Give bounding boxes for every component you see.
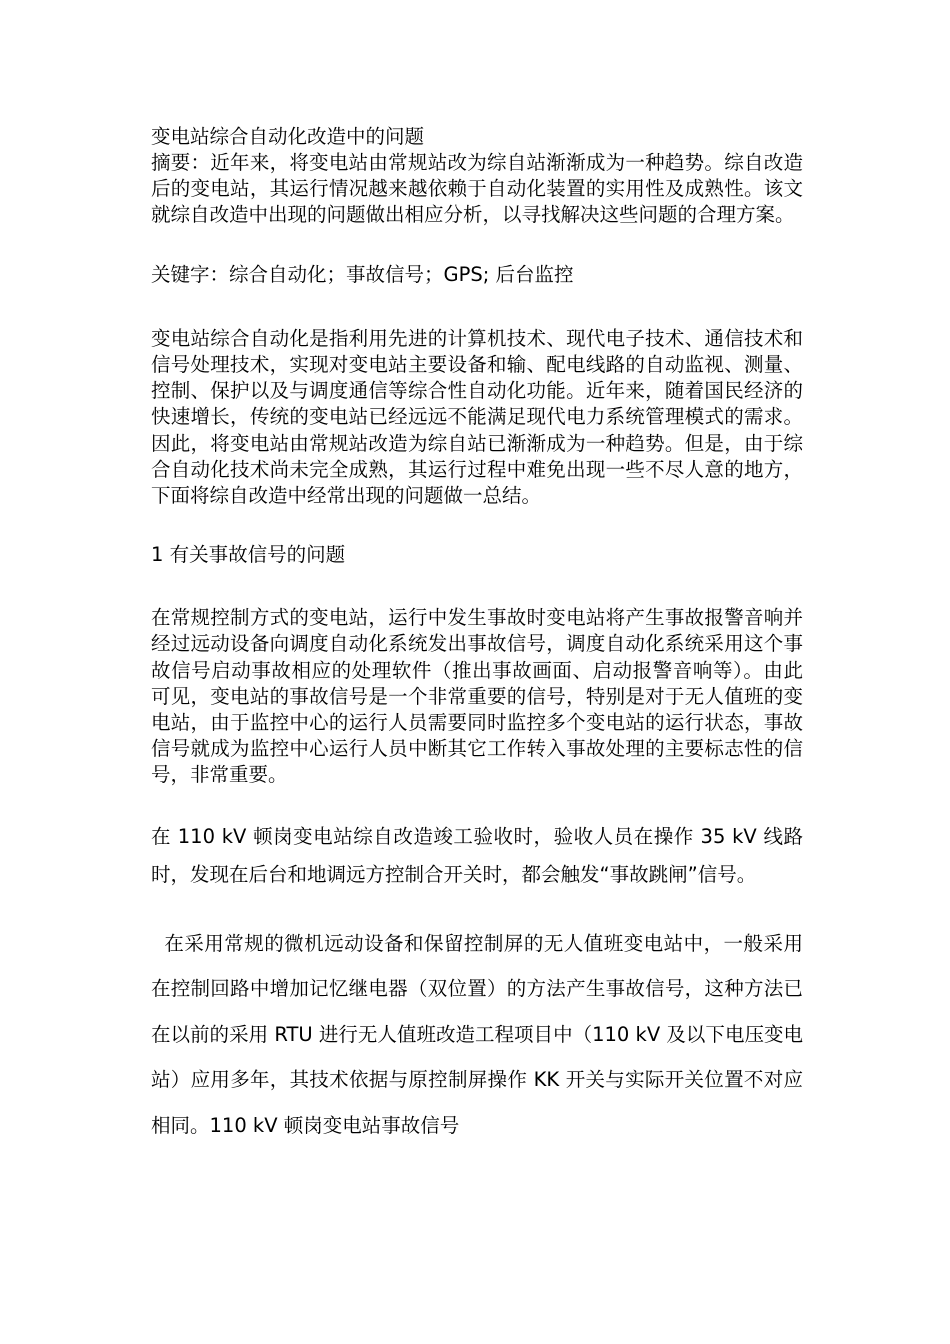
section-heading: 1 有关事故信号的问题 xyxy=(151,543,346,567)
section-paragraph-2: 在 110 kV 顿岗变电站综自改造竣工验收时，验收人员在操作 35 kV 线路时，发现在后台和地调远方控制合开关时，都会触发“事故跳闸”信号。 xyxy=(151,824,803,886)
section-paragraph-1: 在常规控制方式的变电站，运行中发生事故时变电站将产生事故报警音响并经过远动设备向调度自动化系统发出事故信号，调度自动化系统采用这个事故信号启动事故相应的处理软件（推出事故画面、启动报警音响等）。由此可见，变电站的事故信号是一个非常重要的信号，特别是对于无人值班的变电站，由于监控中心的运行人员需要同时监控多个变电站的运行状态，事故信号就成为监控中心运行人员中断其它工作转入事故处理的主要标志性的信号，非常重要。 xyxy=(151,606,803,787)
document-title: 变电站综合自动化改造中的问题 xyxy=(151,125,425,148)
section-paragraph-3: 在采用常规的微机远动设备和保留控制屏的无人值班变电站中，一般采用在控制回路中增加记忆继电器（双位置）的方法产生事故信号，这种方法已在以前的采用 RTU 进行无人值班改造工程项目中（110 kV 及以下电压变电站）应用多年，其技术依据与原控制屏操作 KK 开关与实际开关位置不对应相同。110 kV 顿岗变电站事故信号 xyxy=(151,931,803,1137)
abstract-paragraph: 摘要：近年来，将变电站由常规站改为综自站渐渐成为一种趋势。综自改造后的变电站，其运行情况越来越依赖于自动化装置的实用性及成熟性。该文就综自改造中出现的问题做出相应分析，以寻找解决这些问题的合理方案。 xyxy=(151,151,803,227)
spacer xyxy=(151,288,803,326)
spacer xyxy=(151,229,803,262)
spacer xyxy=(151,568,803,605)
spacer xyxy=(151,509,803,542)
document-body xyxy=(151,124,803,1148)
keywords-line: 关键字：综合自动化；事故信号；GPS; 后台监控 xyxy=(151,262,574,286)
intro-paragraph: 变电站综合自动化是指利用先进的计算机技术、现代电子技术、通信技术和信号处理技术，实现对变电站主要设备和输、配电线路的自动监视、测量、控制、保护以及与调度通信等综合性自动化功能。近年来，随着国民经济的快速增长，传统的变电站已经远远不能满足现代电力系统管理模式的需求。因此，将变电站由常规站改造为综自站已渐渐成为一种趋势。但是，由于综合自动化技术尚未完全成熟，其运行过程中难免出现一些不尽人意的地方，下面将综自改造中经常出现的问题做一总结。 xyxy=(151,326,803,508)
